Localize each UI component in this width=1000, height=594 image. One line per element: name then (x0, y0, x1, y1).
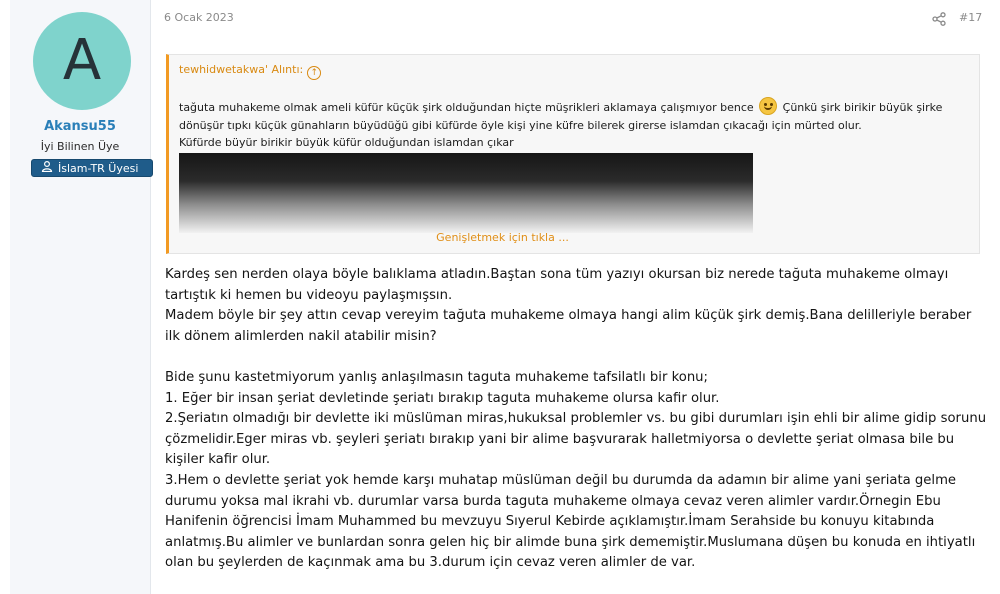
expand-quote-link[interactable]: Genişletmek için tıkla ... (436, 231, 569, 244)
smiley-icon (759, 97, 777, 115)
message-paragraph-6: 3.Hem o devlette şeriat yok hemde karşı muhatap müslüman değil bu durumda da adamın bir alime yani şeriata gelme durumu yoksa mal ikrahi vb. durumlar varsa burda taguta muhakeme olmaya cevaz veren alimler vardır.Örnegin Ebu Hanifenin öğrencisi İmam Muhammed bu mevzuyu Sıyerul Kebirde açıklamıştır.İmam Serahside bu konuyu kitabında anlatmış.Bu alimler ve bunlardan sonra gelen hiç bir alimde buna şirk dememiştir.Muslumana düşen bu konuda en ihtiyatlı olan bu şeylerden de kaçınmak ama bu 3.durum için cevaz veren alimler de var. (165, 472, 976, 571)
message-paragraph-1: Kardeş sen nerden olaya böyle balıklama atladın.Baştan sona tüm yazıyı okursan biz nerede tağuta muhakeme olmayı tartıştık ki hemen bu videoyu paylaşmışsın. (165, 267, 949, 303)
post-number-link[interactable]: #17 (959, 11, 983, 24)
quote-block (166, 54, 980, 254)
quote-line-2: Küfürde büyür birikir büyük küfür olduğundan islamdan çıkar (179, 136, 514, 149)
arrow-up-circle-icon[interactable]: ↑ (307, 66, 321, 80)
user-banner (31, 159, 153, 177)
message-paragraph-4: 1. Eğer bir insan şeriat devletinde şeriatı bırakıp taguta muhakeme olursa kafir olur. (165, 390, 720, 406)
message-paragraph-5: 2.Şeriatın olmadığı bir devlette iki müslüman miras,hukuksal problemler vs. bu gibi durumları işin ehli bir alime gidip sorunu çözmelidir.Eger miras vb. şeyleri şeriatı bırakıp yani bir alime başvurarak halletmiyorsa o devlette şeriat olmasa bile bu kişiler kafir olur. (165, 411, 987, 468)
message-paragraph-3: Bide şunu kastetmiyorum yanlış anlaşılmasın taguta muhakeme tafsilatlı bir konu; (165, 369, 708, 385)
user-banner-label: İslam-TR Üyesi (58, 162, 139, 175)
embedded-video-thumbnail[interactable] (179, 153, 753, 233)
quote-author-link[interactable] (179, 63, 321, 80)
share-icon[interactable] (932, 11, 946, 25)
quote-author-label: tewhidwetakwa' Alıntı: (179, 63, 304, 76)
username-link[interactable]: Akansu55 (44, 119, 116, 134)
user-panel (10, 0, 151, 594)
user-badge-icon (40, 160, 54, 178)
avatar[interactable]: A (33, 12, 131, 110)
post-message (165, 265, 987, 574)
message-blank-line (165, 347, 987, 368)
post-date-link[interactable]: 6 Ocak 2023 (164, 11, 234, 24)
quote-line-1: tağuta muhakeme olmak ameli küfür küçük şirk olduğundan hiçte müşrikleri aklamaya çalışmıyor bence (179, 101, 754, 114)
quote-text (179, 97, 969, 152)
quote-line-1-cont: Çünkü şirk birikir büyük şirke dönüşür tıpkı küçük günahların büyüdüğü gibi küfürde öyle kişi yine küfre bilerek girerse islamdan çıkacağı için mürted olur. (179, 101, 943, 132)
user-title: İyi Bilinen Üye (40, 140, 120, 153)
message-paragraph-2: Madem böyle bir şey attın cevap vereyim tağuta muhakeme olmaya hangi alim küçük şirk demiş.Bana delilleriyle beraber ilk dönem alimlerden nakil atabilir misin? (165, 308, 972, 344)
